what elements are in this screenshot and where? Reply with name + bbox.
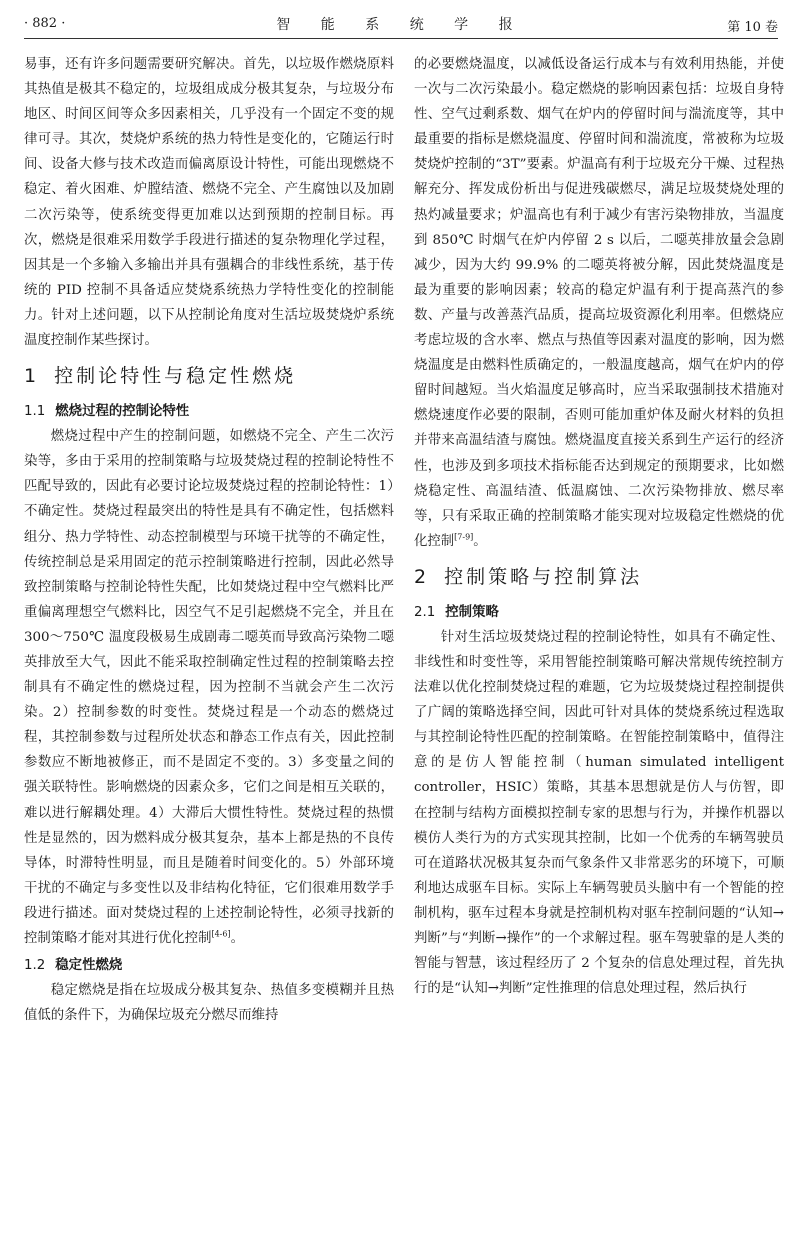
subsection-1-2-heading [24,953,394,978]
paragraph-end: 。 [230,931,244,946]
journal-name: 智 能 系 统 学 报 [276,17,526,33]
citation: [4-6] [211,929,231,939]
section-title: 控制策略与控制算法 [444,565,643,588]
volume-label: 第 10 卷 [727,20,778,35]
subsection-title: 燃烧过程的控制论特性 [55,404,190,420]
subsection-1-1-heading [24,399,394,424]
page-number: · 882 · [24,16,66,31]
paragraph-continued: 易事，还有许多问题需要研究解决。首先，以垃圾作燃烧原料其热值是极其不稳定的，垃圾组成成分极其复杂，与垃圾分布地区、时间区间等众多因素相关，几乎没有一个固定不变的规律可寻。其次，焚烧炉系统的热力特性是变化的，它随运行时间、设备大修与技术改造而偏离原设计特性，可能出现燃烧不稳定、着火困难、炉膛结渣、燃烧不完全、产生腐蚀以及加剧二次污染等，使系统变得更加难以达到预期的控制目标。再次，燃烧是很难采用数学手段进行描述的复杂物理化学过程，因其是一个多输入多输出并具有强耦合的非线性系统，基于传统的 PID 控制不具备适应焚烧系统热力学特性变化的控制能力。针对上述问题，以下从控制论角度对生活垃圾焚烧炉系统温度控制作某些探讨。 [24,57,394,349]
citation: [7-9] [454,532,474,542]
header-rule [24,38,778,39]
section-number: 2 [414,565,427,588]
paragraph: 针对生活垃圾焚烧过程的控制论特性，如具有不确定性、非线性和时变性等，采用智能控制策略可解决常规传统控制方法难以优化控制焚烧过程的难题，它为垃圾焚烧过程控制提供了广阔的策略选择空间，因此可针对具体的焚烧系统过程选取与其控制论特性匹配的控制策略。在智能控制策略中，值得注意的是仿人智能控制（human simulated intelligent controller，HSIC）策略，其基本思想就是仿人与仿智，即在控制与结构方面模拟控制专家的思想与行为，并操作机器以模仿人类行为的方式实现其控制，比如一个优秀的车辆驾驶员可在道路状况极其复杂而气象条件又非常恶劣的环境下，可顺利地达成驱车目标。实际上车辆驾驶员头脑中有一个智能的控制机构，驱车过程本身就是控制机构对驱车控制问题的“认知→判断”与“判断→操作”的一个求解过程。驱车驾驶靠的是人类的智能与智慧，该过程经历了 2 个复杂的信息处理过程，首先执行的是“认知→判断”定性推理的信息处理过程，然后执行 [414,629,784,997]
subsection-number: 2.1 [414,604,436,620]
paragraph-text: 的必要燃烧温度，以减低设备运行成本与有效利用热能，并使一次与二次污染最小。稳定燃烧的影响因素包括：垃圾自身特性、空气过剩系数、烟气在炉内的停留时间与湍流度等，其中最重要的指标是燃烧温度、停留时间和湍流度，常被称为垃圾焚烧炉控制的“3T”要素。炉温高有利于垃圾充分干燥、过程热解充分、挥发成份析出与促进残碳燃尽，满足垃圾焚烧处理的热灼减量要求；炉温高也有利于减少有害污染物排放，当温度到 850℃ 时烟气在炉内停留 2 s 以后，二噁英排放量会急剧减少，因为大约 99.9% 的二噁英将被分解，因此焚烧温度是最为重要的影响因素；较高的稳定炉温有利于提高蒸汽的参数、产量与改善蒸汽品质，提高垃圾资源化利用率。但燃烧应考虑垃圾的含水率、燃点与热值等因素对温度的影响，因为燃烧温度是由燃料性质确定的，一般温度越高，烟气在炉内的停留时间越短。当火焰温度足够高时，应当采取强制技术措施对燃烧速度作必要的限制，否则可能加重炉体及耐火材料的负担并带来高温结渣与腐蚀。燃烧温度直接关系到生产运行的经济性，也涉及到多项技术指标能否达到规定的预期要求，比如燃烧稳定性、高温结渣、低温腐蚀、二次污染物排放、燃尽率等，只有采取正确的控制策略才能实现对垃圾稳定性燃烧的优化控制 [414,57,784,549]
subsection-title: 控制策略 [445,604,499,620]
right-column [414,52,784,1001]
paragraph-end: 。 [473,533,487,549]
paragraph-text: 燃烧过程中产生的控制问题，如燃烧不完全、产生二次污染等，多由于采用的控制策略与垃圾焚烧过程的控制论特性不匹配导致的，因此有必要讨论垃圾焚烧过程的控制论特性：1）不确定性。焚烧过程最突出的特性是具有不确定性，包括燃料组分、热力学特性、动态控制模型与环境干扰等的不确定性，传统控制总是采用固定的范示控制策略进行控制，因此必然导致控制策略与控制论特性失配，比如焚烧过程中空气燃料比严重偏离理想空气燃料比，因空气不足引起燃烧不完全，并且在 300～750℃ 温度段极易生成剧毒二噁英而导致高污染物二噁英排放至大气，因此不能采取控制确定性过程的控制策略去控制具有不确定性的燃烧过程，因为控制不当就会产生二次污染。2）控制参数的时变性。焚烧过程是一个动态的燃烧过程，其控制参数与过程所处状态和静态工作点有关，因此控制参数应不断地被修正，而不是固定不变的。3）多变量之间的强关联特性。影响燃烧的因素众多，它们之间是相互关联的，难以进行解耦处理。4）大滞后大惯性特性。焚烧过程的热惯性是显然的，因为燃料成分极其复杂，基本上都是热的不良传导体，时滞特性明显，而且是随着时间变化的。5）外部环境干扰的不确定与多变性以及非结构化特征，它们很难用数学手段进行描述。面对焚烧过程的上述控制论特性，必须寻找新的控制策略才能对其进行优化控制 [24,429,394,946]
section-2-heading [414,560,784,594]
paragraph [24,424,394,951]
paragraph: 稳定燃烧是指在垃圾成分极其复杂、热值多变模糊并且热值低的条件下，为确保垃圾充分燃尽而维持 [24,983,394,1024]
section-title: 控制论特性与稳定性燃烧 [54,365,297,388]
running-header [24,12,778,40]
section-1-heading [24,359,394,393]
paragraph-continued [414,52,784,554]
section-number: 1 [24,365,37,388]
subsection-title: 稳定性燃烧 [55,958,123,974]
subsection-number: 1.1 [24,404,46,420]
subsection-number: 1.2 [24,958,46,974]
left-column [24,52,394,1028]
subsection-2-1-heading [414,600,784,625]
